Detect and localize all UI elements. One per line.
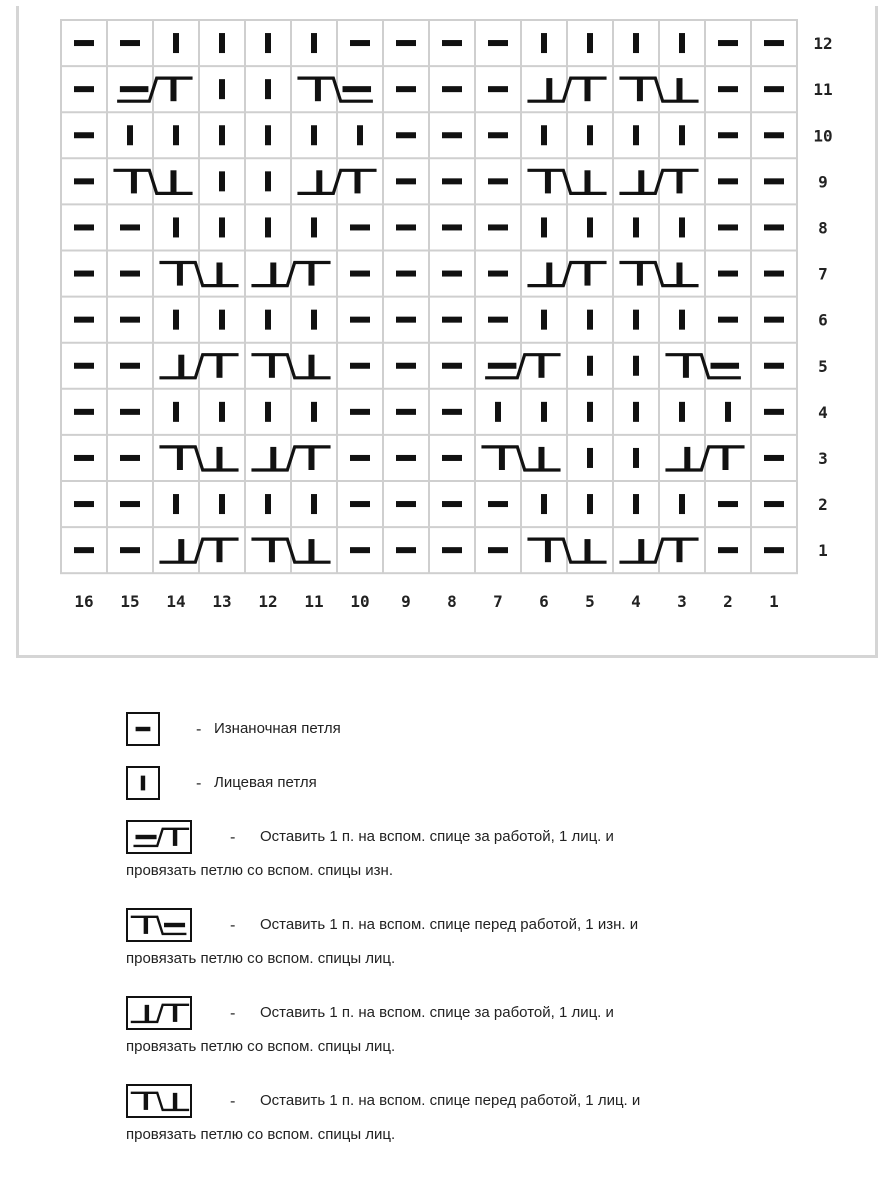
purl-stitch [442,455,462,461]
knit-stitch [679,402,685,422]
row-label: 8 [818,218,828,238]
knit-stitch [357,125,363,145]
purl-stitch [442,547,462,553]
knit-stitch [127,125,133,145]
knit-stitch [541,402,547,422]
purl-stitch [718,547,738,553]
purl-stitch [396,409,416,415]
legend-item [126,766,846,806]
row-label: 12 [813,34,833,54]
row-label: 10 [813,126,833,146]
legend-dash: - [196,774,202,792]
column-label: 2 [723,592,733,612]
knit-stitch [173,125,179,145]
purl-stitch [442,271,462,277]
knit-stitch [495,402,501,422]
knit-stitch [633,448,639,468]
knitting-chart [19,6,875,656]
knit-stitch [633,402,639,422]
legend-description: Лицевая петля [214,774,317,791]
purl-stitch [764,86,784,92]
column-label: 3 [677,592,687,612]
knit-stitch [587,125,593,145]
purl-stitch [120,271,140,277]
purl-stitch [74,271,94,277]
legend-description: Оставить 1 п. на вспом. спице за работой, 1 лиц. и [260,1004,614,1021]
purl-stitch [718,40,738,46]
knit-stitch [541,310,547,330]
knit-stitch [587,494,593,514]
row-label: 4 [818,402,828,422]
purl-stitch [764,501,784,507]
purl-stitch [764,409,784,415]
legend-item [126,712,846,752]
purl-stitch [488,271,508,277]
legend-symbol-right-cross-knit [126,996,192,1030]
purl-stitch [442,40,462,46]
knit-stitch [541,125,547,145]
knit-stitch [173,217,179,237]
purl-stitch [120,547,140,553]
knit-stitch [311,310,317,330]
column-label: 7 [493,592,503,612]
knit-stitch [265,310,271,330]
legend-dash: - [196,720,202,738]
knit-stitch [265,494,271,514]
purl-stitch [764,363,784,369]
knit-stitch [311,33,317,53]
knit-stitch [633,310,639,330]
knit-stitch [587,310,593,330]
purl-stitch [718,132,738,138]
knit-stitch [633,494,639,514]
legend-description-continued: провязать петлю со вспом. спицы лиц. [126,1038,396,1055]
column-label: 12 [258,592,278,612]
knit-stitch [633,356,639,376]
purl-stitch [488,547,508,553]
row-label: 1 [818,541,828,561]
purl-stitch [350,547,370,553]
purl-stitch [350,409,370,415]
legend-symbol-left-cross-purl [126,908,192,942]
chart-grid [61,20,797,573]
legend-symbol-right-cross-purl [126,820,192,854]
purl-stitch [74,501,94,507]
knit-stitch [173,402,179,422]
knit-stitch [587,448,593,468]
purl-stitch [396,317,416,323]
purl-stitch [718,317,738,323]
purl-stitch [764,132,784,138]
knit-stitch [219,33,225,53]
purl-stitch [74,86,94,92]
purl-stitch [718,178,738,184]
column-label: 11 [304,592,324,612]
purl-stitch [718,501,738,507]
legend-description: Оставить 1 п. на вспом. спице перед работой, 1 лиц. и [260,1092,641,1109]
purl-stitch [488,40,508,46]
purl-stitch [488,178,508,184]
row-label: 7 [818,264,828,284]
purl-stitch [488,224,508,230]
knit-stitch [265,79,271,99]
purl-stitch [764,455,784,461]
purl-stitch [74,363,94,369]
knit-stitch [219,310,225,330]
legend-dash: - [230,1004,236,1022]
purl-stitch [764,317,784,323]
purl-stitch [396,178,416,184]
purl-stitch [350,317,370,323]
knit-stitch [219,494,225,514]
purl-stitch [350,271,370,277]
legend-description-continued: провязать петлю со вспом. спицы изн. [126,862,393,879]
knit-stitch [633,125,639,145]
purl-stitch [764,40,784,46]
column-label: 4 [631,592,641,612]
purl-stitch [396,86,416,92]
column-label: 10 [350,592,370,612]
knit-stitch [265,171,271,191]
knit-stitch [541,217,547,237]
purl-stitch [74,178,94,184]
knit-stitch [679,217,685,237]
row-label: 11 [813,80,833,100]
purl-stitch [396,547,416,553]
knit-stitch [219,125,225,145]
purl-stitch [442,86,462,92]
row-label: 2 [818,495,828,515]
purl-stitch [396,501,416,507]
knit-stitch [219,402,225,422]
purl-stitch [442,132,462,138]
legend-description-continued: провязать петлю со вспом. спицы лиц. [126,950,396,967]
row-label: 3 [818,448,828,468]
knit-stitch [679,125,685,145]
purl-stitch [74,547,94,553]
purl-stitch [120,501,140,507]
purl-stitch [764,178,784,184]
knit-stitch [219,171,225,191]
column-label: 9 [401,592,411,612]
purl-stitch [488,86,508,92]
row-label: 5 [818,356,828,376]
purl-stitch [74,409,94,415]
row-label: 6 [818,310,828,330]
column-label: 14 [166,592,186,612]
legend-item [126,908,846,978]
knit-stitch [265,33,271,53]
knit-stitch [587,356,593,376]
row-label: 9 [818,172,828,192]
column-label: 6 [539,592,549,612]
knit-stitch [587,33,593,53]
column-label: 1 [769,592,779,612]
purl-stitch [74,224,94,230]
knit-stitch [679,310,685,330]
knit-stitch [541,494,547,514]
purl-stitch [442,178,462,184]
knit-stitch [219,217,225,237]
purl-stitch [488,132,508,138]
chart-panel [16,6,878,658]
purl-stitch [396,455,416,461]
purl-stitch [120,455,140,461]
purl-stitch [74,132,94,138]
legend-description: Оставить 1 п. на вспом. спице за работой, 1 лиц. и [260,828,614,845]
purl-stitch [488,501,508,507]
legend-symbol-purl-stitch [126,712,160,746]
purl-stitch [442,317,462,323]
purl-stitch [74,40,94,46]
purl-stitch [442,501,462,507]
legend-item [126,820,846,890]
legend-dash: - [230,828,236,846]
column-label: 16 [74,592,94,612]
purl-stitch [718,224,738,230]
purl-stitch [74,455,94,461]
knit-stitch [311,494,317,514]
purl-stitch [350,455,370,461]
legend-symbol-left-cross-knit [126,1084,192,1118]
purl-stitch [442,409,462,415]
knit-stitch [679,33,685,53]
legend-dash: - [230,916,236,934]
column-label: 13 [212,592,232,612]
knit-stitch [173,33,179,53]
purl-stitch [396,224,416,230]
knit-stitch [633,33,639,53]
legend-description: Оставить 1 п. на вспом. спице перед работой, 1 изн. и [260,916,639,933]
knit-stitch [633,217,639,237]
knit-stitch [679,494,685,514]
purl-stitch [718,271,738,277]
purl-stitch [396,363,416,369]
knit-stitch [311,402,317,422]
purl-stitch [442,363,462,369]
legend-description: Изнаночная петля [214,720,341,737]
column-label: 5 [585,592,595,612]
legend-description-continued: провязать петлю со вспом. спицы лиц. [126,1126,396,1143]
column-label: 15 [120,592,140,612]
purl-stitch [718,86,738,92]
knit-stitch [173,494,179,514]
knit-stitch [173,310,179,330]
purl-stitch [120,409,140,415]
knit-stitch [725,402,731,422]
purl-stitch [350,224,370,230]
purl-stitch [396,132,416,138]
purl-stitch [396,40,416,46]
purl-stitch [764,271,784,277]
purl-stitch [764,547,784,553]
knit-stitch [219,79,225,99]
legend-dash: - [230,1092,236,1110]
knit-stitch [587,217,593,237]
purl-stitch [488,317,508,323]
purl-stitch [120,40,140,46]
knit-stitch [311,125,317,145]
column-label: 8 [447,592,457,612]
purl-stitch [74,317,94,323]
purl-stitch [120,317,140,323]
knit-stitch [265,402,271,422]
purl-stitch [764,224,784,230]
purl-stitch [350,363,370,369]
knit-stitch [311,217,317,237]
purl-stitch [120,363,140,369]
knit-stitch [541,33,547,53]
knit-stitch [587,402,593,422]
legend-item [126,1084,846,1154]
legend-item [126,996,846,1066]
knit-stitch [265,217,271,237]
purl-stitch [442,224,462,230]
purl-stitch [120,224,140,230]
purl-stitch [350,501,370,507]
purl-stitch [396,271,416,277]
legend-symbol-knit-stitch [126,766,160,800]
knit-stitch [265,125,271,145]
purl-stitch [350,40,370,46]
